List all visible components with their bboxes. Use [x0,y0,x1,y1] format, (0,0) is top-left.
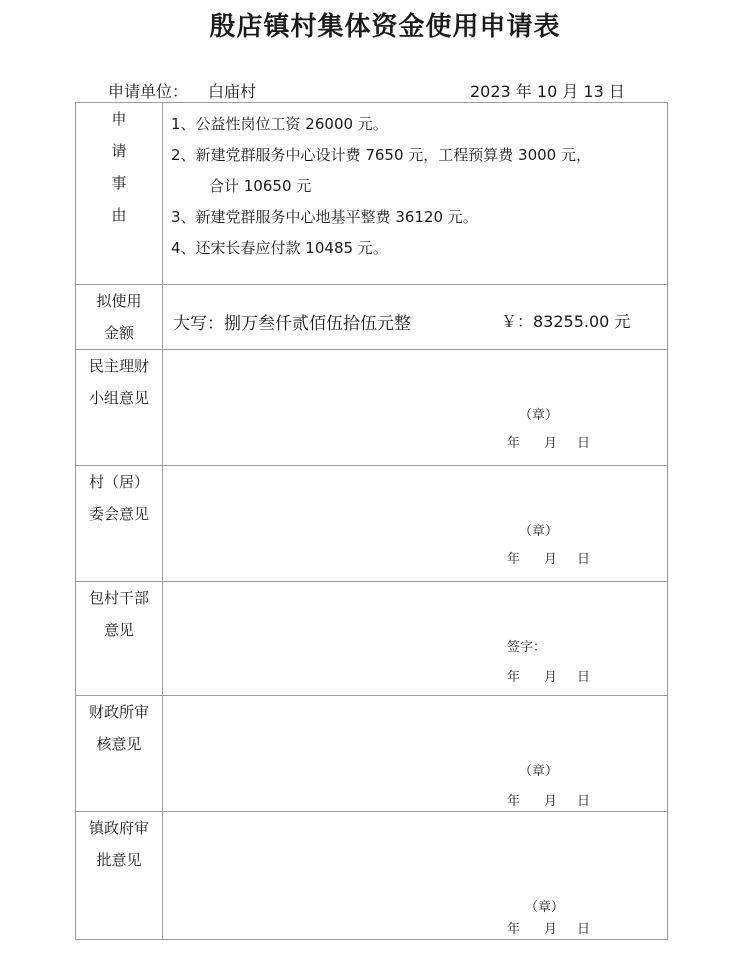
approval-label-line: 委会意见 [88,505,149,523]
date-year: 年 [507,552,521,567]
approval-content[interactable] [163,350,668,466]
approval-label [76,696,163,812]
date-day: 日 [577,922,591,937]
approval-date [507,918,590,937]
form-title: 殷店镇村集体资金使用申请表 [209,12,561,42]
date-day: 日 [577,436,591,451]
approval-label-line: 意见 [103,621,134,639]
date-month: 月 [544,670,558,685]
approval-label [76,812,163,940]
approval-content[interactable] [163,582,668,696]
seal-mark: （章） [519,524,559,539]
approval-label-line: 村（居） [88,473,149,491]
reason-item: 4、还宋长春应付款 10485 元。 [171,239,388,257]
approval-row-town-government [76,812,668,940]
approval-label [76,466,163,582]
date-month: 月 [544,552,558,567]
label-char: 请 [111,142,127,160]
amount-in-figures: ￥：83255.00 元 [501,312,631,331]
amount-in-words: 大写：捌万叁仟贰佰伍拾伍元整 [173,314,411,334]
approval-label-line: 核意见 [96,735,142,753]
label-char: 申 [111,110,127,128]
seal-mark: （章） [519,408,559,423]
approval-content[interactable] [163,696,668,812]
application-reason-label [76,103,163,285]
date-year: 年 [507,436,521,451]
applicant-unit-label: 申请单位： [108,82,189,101]
label-char: 事 [111,174,127,192]
approval-label-line: 包村干部 [88,589,149,607]
date-year: 年 [507,794,521,809]
applicant-unit [108,79,256,102]
seal-mark: （章） [525,900,565,915]
date-year: 年 [507,670,521,685]
application-form-table [75,102,668,940]
date-year: 年 [507,922,521,937]
application-date: 2023 年 10 月 13 日 [470,82,625,101]
approval-date [507,790,590,809]
seal-mark: （章） [519,764,559,779]
reason-item: 3、新建党群服务中心地基平整费 36120 元。 [171,208,478,226]
approval-date [507,548,590,567]
date-month: 月 [544,794,558,809]
applicant-unit-value: 白庙村 [208,82,257,101]
approval-label-line: 小组意见 [88,389,149,407]
reason-item: 1、公益性岗位工资 26000 元。 [171,115,388,133]
approval-row-village-committee [76,466,668,582]
approval-label [76,350,163,466]
approval-label [76,582,163,696]
amount-label [76,285,163,350]
approval-label-line: 财政所审 [88,703,149,721]
application-reason-row [76,103,668,285]
amount-row [76,285,668,350]
signature-mark: 签字： [507,640,547,655]
approval-label-line: 批意见 [96,851,142,869]
date-month: 月 [544,436,558,451]
reason-item: 2、新建党群服务中心设计费 7650 元，工程预算费 3000 元， [171,146,591,164]
approval-content[interactable] [163,466,668,582]
approval-row-finance-office [76,696,668,812]
amount-content [163,285,668,350]
reason-item-continued: 合计 10650 元 [209,177,312,195]
date-day: 日 [577,670,591,685]
amount-label-line: 拟使用 [96,292,142,310]
approval-label-line: 镇政府审 [88,819,149,837]
approval-content[interactable] [163,812,668,940]
date-day: 日 [577,552,591,567]
approval-label-line: 民主理财 [88,357,149,375]
label-char: 由 [111,206,127,224]
amount-label-line: 金额 [103,324,134,342]
application-reason-content [163,103,668,285]
approval-row-village-cadre [76,582,668,696]
approval-date [507,432,590,451]
approval-row-finance-group [76,350,668,466]
date-day: 日 [577,794,591,809]
approval-date [507,666,590,685]
date-month: 月 [544,922,558,937]
